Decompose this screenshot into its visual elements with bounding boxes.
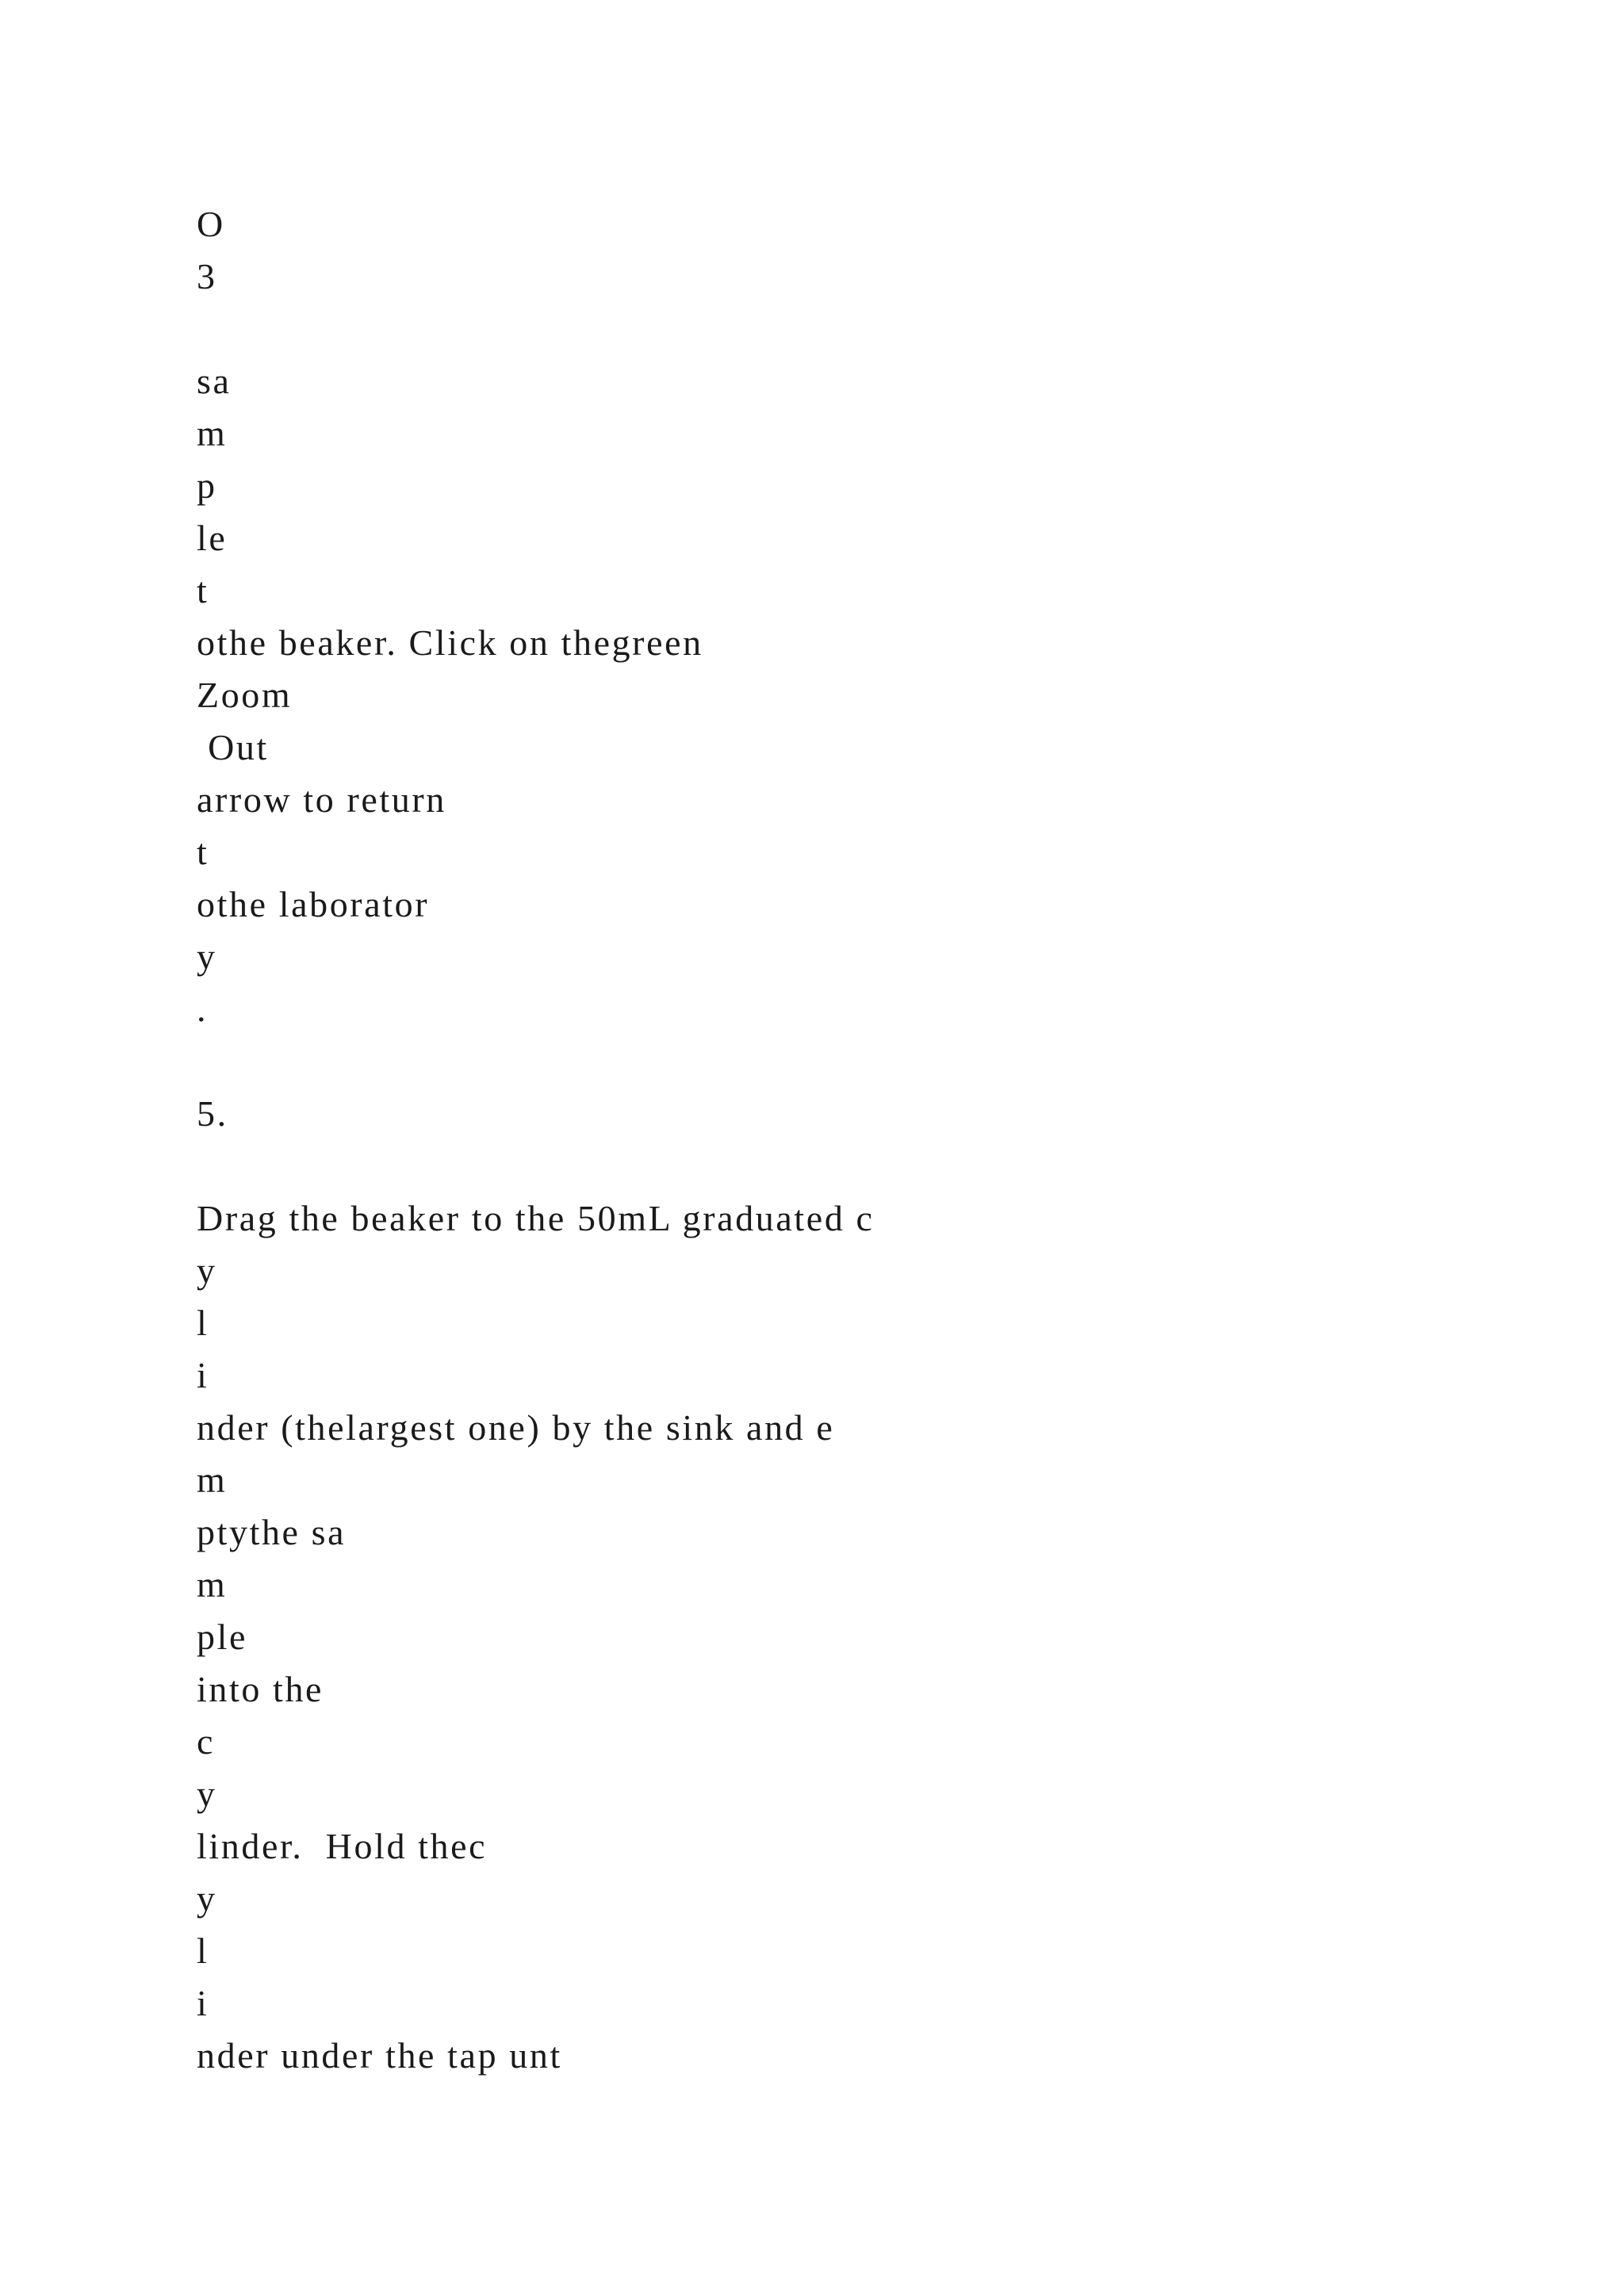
text-line: l <box>197 1303 209 1343</box>
text-line: sa <box>197 361 232 401</box>
text-line: Zoom <box>197 675 293 715</box>
text-line: le <box>197 518 228 558</box>
text-line: m <box>197 1564 228 1605</box>
text-line: ple <box>197 1617 247 1657</box>
text-line: l <box>197 1931 209 1971</box>
text-line: linder. Hold thec <box>197 1826 488 1866</box>
text-line: t <box>197 832 209 872</box>
text-line: 3 <box>197 256 217 297</box>
text-line: i <box>197 1355 209 1395</box>
text-line: nder under the tap unt <box>197 2035 562 2076</box>
text-line: t <box>197 570 209 610</box>
text-line: into the <box>197 1669 324 1709</box>
step-number: 5. <box>197 1093 228 1134</box>
text-line: i <box>197 1983 209 2023</box>
text-line: othe laborator <box>197 884 430 924</box>
text-line: y <box>197 1878 217 1919</box>
text-line: m <box>197 413 228 453</box>
text-line: c <box>197 1721 216 1762</box>
text-line: arrow to return <box>197 779 446 820</box>
text-line: . <box>197 989 209 1029</box>
text-line: m <box>197 1460 228 1500</box>
text-line: y <box>197 1774 217 1814</box>
text-line: ptythe sa <box>197 1512 347 1552</box>
text-line: Out <box>197 727 269 767</box>
text-line: O <box>197 204 225 244</box>
text-line: othe beaker. Click on thegreen <box>197 622 703 663</box>
text-line: y <box>197 936 217 977</box>
text-line: p <box>197 465 217 506</box>
text-line: nder (thelargest one) by the sink and e <box>197 1407 835 1448</box>
text-line: y <box>197 1250 217 1291</box>
text-line: Drag the beaker to the 50mL graduated c <box>197 1198 875 1238</box>
